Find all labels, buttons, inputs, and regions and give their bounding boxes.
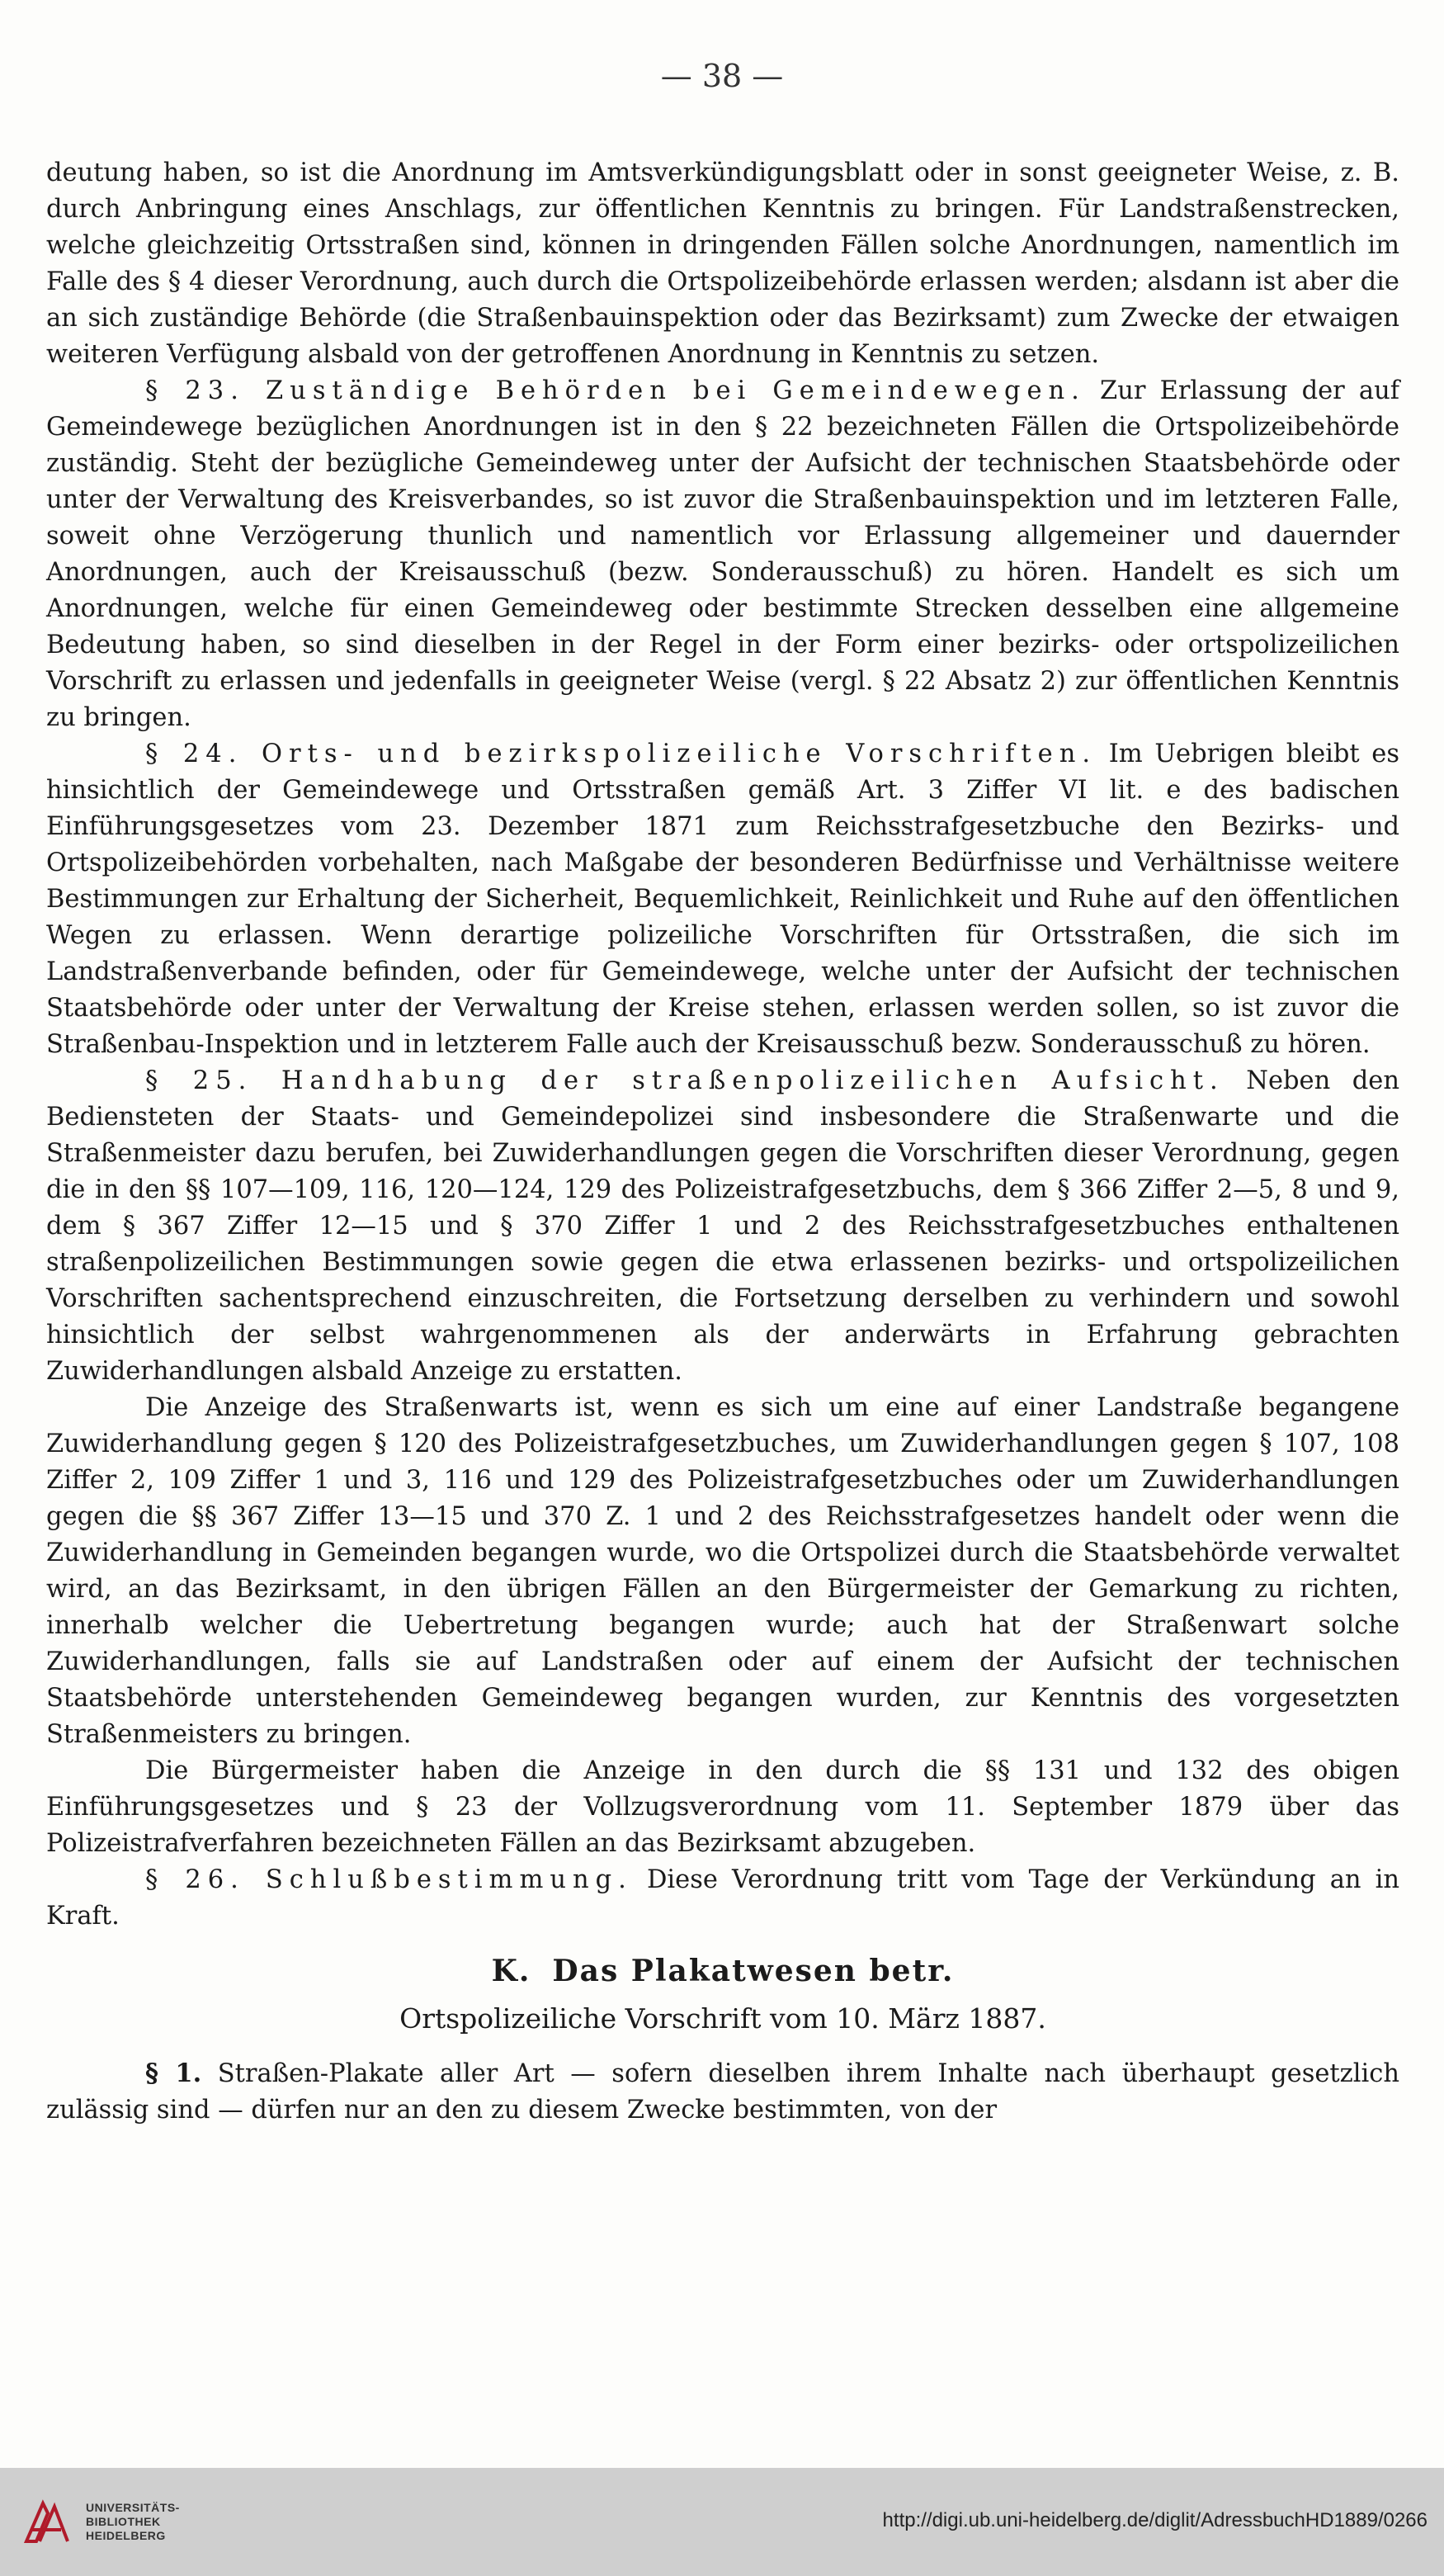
k-section-1-text: Straßen-Plakate aller Art — sofern dieselben ihrem Inhalte nach überhaupt gesetzlich zulässig sind — dürfen nur an den zu diesem Zwecke bestimmten, von der xyxy=(46,2059,1399,2125)
section-24-text: Im Uebrigen bleibt es hinsichtlich der Gemeindewege und Ortsstraßen gemäß Art. 3 Ziffer VI lit. e des badischen Einführungsgesetzes vom 23. Dezember 1871 zum Reichsstrafgesetzbuche den Bezirks- und Ortspolizeibehörden vorbehalten, nach Maßgabe der besonderen Bedürfnisse und Verhältnisse weitere Bestimmungen zur Erhaltung der Sicherheit, Bequemlichkeit, Reinlichkeit und Ruhe auf den öffentlichen Wegen zu erlassen. Wenn derartige polizeiliche Vorschriften für Ortsstraßen, die sich im Landstraßenverbande befinden, oder für Gemeindewege, welche unter der Aufsicht der technischen Staatsbehörde oder unter der Verwaltung der Kreise stehen, erlassen werden sollen, so ist zuvor die Straßenbau-Inspektion und in letzterem Falle auch der Kreisausschuß bezw. Sonderausschuß zu hören. xyxy=(46,740,1400,1059)
library-name-line-1: UNIVERSITÄTS- xyxy=(86,2501,180,2514)
paragraph-section-23 xyxy=(46,373,1399,736)
library-name xyxy=(86,2501,180,2543)
footer-bar xyxy=(0,2468,1444,2576)
paragraph-continuation: deutung haben, so ist die Anordnung im Amtsverkündigungsblatt oder in sonst geeigneter Weise, z. B. durch Anbringung eines Anschlags, zur öffentlichen Kenntnis zu bringen. Für Landstraßenstrecken, welche gleichzeitig Ortsstraßen sind, können in dringenden Fällen solche Anordnungen, namentlich im Falle des § 4 dieser Verordnung, auch durch die Ortspolizeibehörde erlassen werden; alsdann ist aber die an sich zuständige Behörde (die Straßenbauinspektion oder das Bezirksamt) zum Zwecke der etwaigen weiteren Verfügung alsbald von der getroffenen Anordnung in Kenntnis zu setzen. xyxy=(46,158,1399,369)
paragraph-section-24 xyxy=(46,736,1399,1063)
library-logo[interactable] xyxy=(18,2493,180,2551)
paragraph-section-25 xyxy=(46,1063,1399,1390)
section-23-text: Zur Erlassung der auf Gemeindewege bezüglichen Anordnungen ist in den § 22 bezeichneten Fällen die Ortspolizeibehörde zuständig. Steht der bezügliche Gemeindeweg unter der Aufsicht der technischen Staatsbehörde oder unter der Verwaltung des Kreisverbandes, so ist zuvor die Straßenbauinspektion und im letzteren Falle, soweit ohne Verzögerung thunlich und namentlich vor Erlassung allgemeiner und dauernder Anordnungen, auch der Kreisausschuß (bezw. Sonderausschuß) zu hören. Handelt es sich um Anordnungen, welche für einen Gemeindeweg oder bestimmte Strecken desselben eine allgemeine Bedeutung haben, so sind dieselben in der Regel in der Form einer bezirks- oder ortspolizeilichen Vorschrift zu erlassen und jedenfalls in geeigneter Weise (vergl. § 22 Absatz 2) zur öffentlichen Kenntnis zu bringen. xyxy=(46,376,1399,732)
page-body xyxy=(46,155,1399,2129)
permalink-url[interactable]: http://digi.ub.uni-heidelberg.de/diglit/AdressbuchHD1889/0266 xyxy=(882,2509,1427,2531)
paragraph-k-section-1 xyxy=(46,2055,1399,2129)
section-25-text: Neben den Bediensteten der Staats- und Gemeindepolizei sind insbesondere die Straßenwarte und die Straßenmeister dazu berufen, bei Zuwiderhandlungen gegen die Vorschriften dieser Verordnung, gegen die in den §§ 107—109, 116, 120—124, 129 des Polizeistrafgesetzbuchs, dem § 366 Ziffer 2—5, 8 und 9, dem § 367 Ziffer 12—15 und § 370 Ziffer 1 und 2 des Reichsstrafgesetzbuches enthaltenen straßenpolizeilichen Bestimmungen sowie gegen die etwa erlassenen bezirks- und ortspolizeilichen Vorschriften sachentsprechend einzuschreiten, die Fortsetzung derselben zu verhindern und sowohl hinsichtlich der selbst wahrgenommenen als der anderwärts in Erfahrung gebrachten Zuwiderhandlungen alsbald Anzeige zu erstatten. xyxy=(46,1066,1399,1386)
paragraph-section-26 xyxy=(46,1862,1399,1935)
section-k-subtitle: Ortspolizeiliche Vorschrift vom 10. März 1887. xyxy=(399,2002,1046,2035)
section-23-title: § 23. Zuständige Behörden bei Gemeindewegen. xyxy=(145,376,1086,405)
section-25-title: § 25. Handhabung der straßenpolizeilichen Aufsicht. xyxy=(145,1066,1225,1095)
library-name-line-3: HEIDELBERG xyxy=(86,2529,166,2542)
k-section-1-title: § 1. xyxy=(145,2058,202,2088)
section-26-text: Diese Verordnung tritt vom Tage der Verkündung an in Kraft. xyxy=(46,1865,1399,1931)
section-k-heading xyxy=(46,1953,1399,1989)
paragraph-anzeige: Die Anzeige des Straßenwarts ist, wenn es sich um eine auf einer Landstraße begangene Zuwiderhandlung gegen § 120 des Polizeistrafgesetzbuches, um Zuwiderhandlungen gegen § 107, 108 Ziffer 2, 109 Ziffer 1 und 3, 116 und 129 des Polizeistrafgesetzbuches oder um Zuwiderhandlungen gegen die §§ 367 Ziffer 13—15 und 370 Z. 1 und 2 des Reichsstrafgesetzes handelt oder wenn die Zuwiderhandlung in Gemeinden begangen wurde, wo die Ortspolizei durch die Staatsbehörde verwaltet wird, an das Bezirksamt, in den übrigen Fällen an den Bürgermeister der Gemarkung zu richten, innerhalb welcher die Uebertretung begangen wurde; auch hat der Straßenwart solche Zuwiderhandlungen, falls sie auf Landstraßen oder auf einem der Aufsicht der technischen Staatsbehörde unterstehenden Gemeindeweg begangen wurden, zur Kenntnis des vorgesetzten Straßenmeisters zu bringen. xyxy=(46,1393,1399,1749)
section-24-title: § 24. Orts- und bezirkspolizeiliche Vorschriften. xyxy=(145,740,1097,768)
section-26-title: § 26. Schlußbestimmung. xyxy=(145,1865,633,1894)
university-seal-icon xyxy=(18,2493,76,2551)
section-k-title: Das Plakatwesen betr. xyxy=(552,1954,955,1988)
library-name-line-2: BIBLIOTHEK xyxy=(86,2515,161,2528)
section-k-letter: K. xyxy=(491,1954,531,1988)
paragraph-buergermeister: Die Bürgermeister haben die Anzeige in den durch die §§ 131 und 132 des obigen Einführungsgesetzes und § 23 der Vollzugsverordnung vom 11. September 1879 über das Polizeistrafverfahren bezeichneten Fällen an das Bezirksamt abzugeben. xyxy=(46,1756,1399,1858)
page-number: — 38 — xyxy=(660,58,784,94)
